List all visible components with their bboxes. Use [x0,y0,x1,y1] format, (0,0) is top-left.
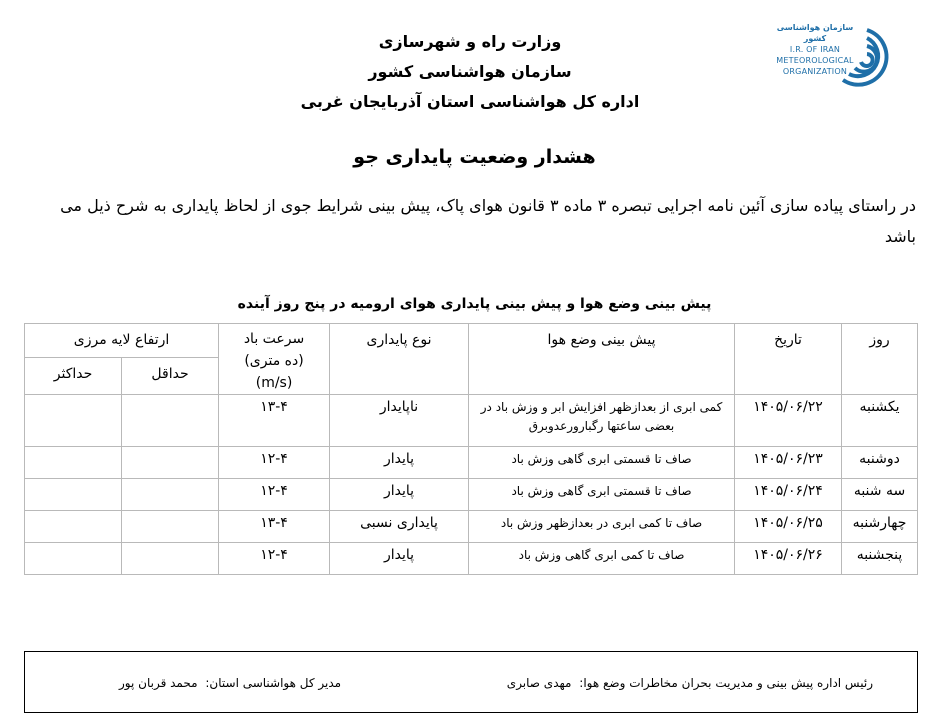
col-header-forecast: پیش بینی وضع هوا [469,324,735,395]
cell-max [25,447,122,479]
cell-forecast: کمی ابری از بعدازظهر افزایش ابر و وزش باد در بعضی ساعتها رگبارورعدوبرق [469,395,735,447]
cell-stability: پایدار [330,479,469,511]
cell-day: دوشنبه [842,447,918,479]
cell-max [25,479,122,511]
table-row [25,395,918,447]
ministry-name: وزارت راه و شهرسازی [378,32,562,51]
col-header-day: روز [842,324,918,395]
table-row [25,479,918,511]
cell-forecast: صاف تا کمی ابری گاهی وزش باد [469,543,735,575]
wind-header-line2: (ده متری) [244,353,304,369]
cell-date: ۱۴۰۵/۰۶/۲۴ [735,479,842,511]
meteorological-organization-logo [765,22,900,102]
wind-header-line1: سرعت باد [243,331,305,347]
cell-date: ۱۴۰۵/۰۶/۲۳ [735,447,842,479]
cell-wind: ۱۳-۴ [219,511,330,543]
cell-forecast: صاف تا قسمتی ابری گاهی وزش باد [469,447,735,479]
general-director-title: مدیر کل هواشناسی استان: [205,676,342,690]
cell-stability: ناپایدار [330,395,469,447]
table-row [25,543,918,575]
cell-min [122,395,219,447]
col-header-date: تاریخ [735,324,842,395]
cell-max [25,511,122,543]
table-row [25,447,918,479]
logo-en-line3: ORGANIZATION [782,67,848,76]
cell-date: ۱۴۰۵/۰۶/۲۶ [735,543,842,575]
wind-header-line3: (m/s) [255,375,293,391]
cell-stability: پایدار [330,447,469,479]
cell-day: یکشنبه [842,395,918,447]
col-header-min: حداقل [122,358,219,395]
col-header-wind [219,324,330,395]
cell-stability: پایدار [330,543,469,575]
document-header [300,27,640,117]
organization-name: سازمان هواشناسی کشور [368,62,572,81]
cell-day: چهارشنبه [842,511,918,543]
cell-min [122,479,219,511]
cell-day: سه شنبه [842,479,918,511]
general-director-name: محمد قربان پور [119,676,198,690]
cell-date: ۱۴۰۵/۰۶/۲۲ [735,395,842,447]
col-header-max: حداکثر [25,358,122,395]
cell-min [122,511,219,543]
table-title: پیش بینی وضع هوا و پیش بینی پایداری هوای ارومیه در پنج روز آینده [237,296,712,312]
cell-day: پنجشنبه [842,543,918,575]
cell-wind: ۱۲-۴ [219,543,330,575]
signature-footer [24,651,918,713]
intro-paragraph: در راستای پیاده سازی آئین نامه اجرایی تبصره ۳ ماده ۳ قانون هوای پاک، پیش بینی شرایط جوی از لحاظ پایداری به شرح ذیل می باشد [60,196,916,246]
col-header-boundary-layer: ارتفاع لایه مرزی [25,324,219,358]
logo-en-line2: METEOROLOGICAL [776,56,854,65]
forecast-head-title: رئیس اداره پیش بینی و مدیریت بحران مخاطرات وضع هوا: [579,676,873,690]
cell-forecast: صاف تا کمی ابری در بعدازظهر وزش باد [469,511,735,543]
forecast-head-name: مهدی صابری [506,676,572,690]
forecast-table [24,323,918,575]
cell-forecast: صاف تا قسمتی ابری گاهی وزش باد [469,479,735,511]
logo-spiral-icon [837,22,897,100]
department-name: اداره کل هواشناسی استان آذربایجان غربی [300,92,640,111]
cell-max [25,543,122,575]
table-row [25,511,918,543]
forecast-head-signature [503,676,873,690]
cell-min [122,543,219,575]
logo-fa-text: سازمان هواشناسی کشور [776,23,854,43]
logo-en-line1: I.R. OF IRAN [789,45,841,54]
alert-title: هشدار وضعیت پایداری جو [353,146,596,168]
cell-wind: ۱۲-۴ [219,479,330,511]
cell-stability: پایداری نسبی [330,511,469,543]
general-director-signature [115,676,341,690]
cell-min [122,447,219,479]
cell-date: ۱۴۰۵/۰۶/۲۵ [735,511,842,543]
cell-wind: ۱۳-۴ [219,395,330,447]
cell-max [25,395,122,447]
col-header-stability: نوع پایداری [330,324,469,395]
cell-wind: ۱۲-۴ [219,447,330,479]
